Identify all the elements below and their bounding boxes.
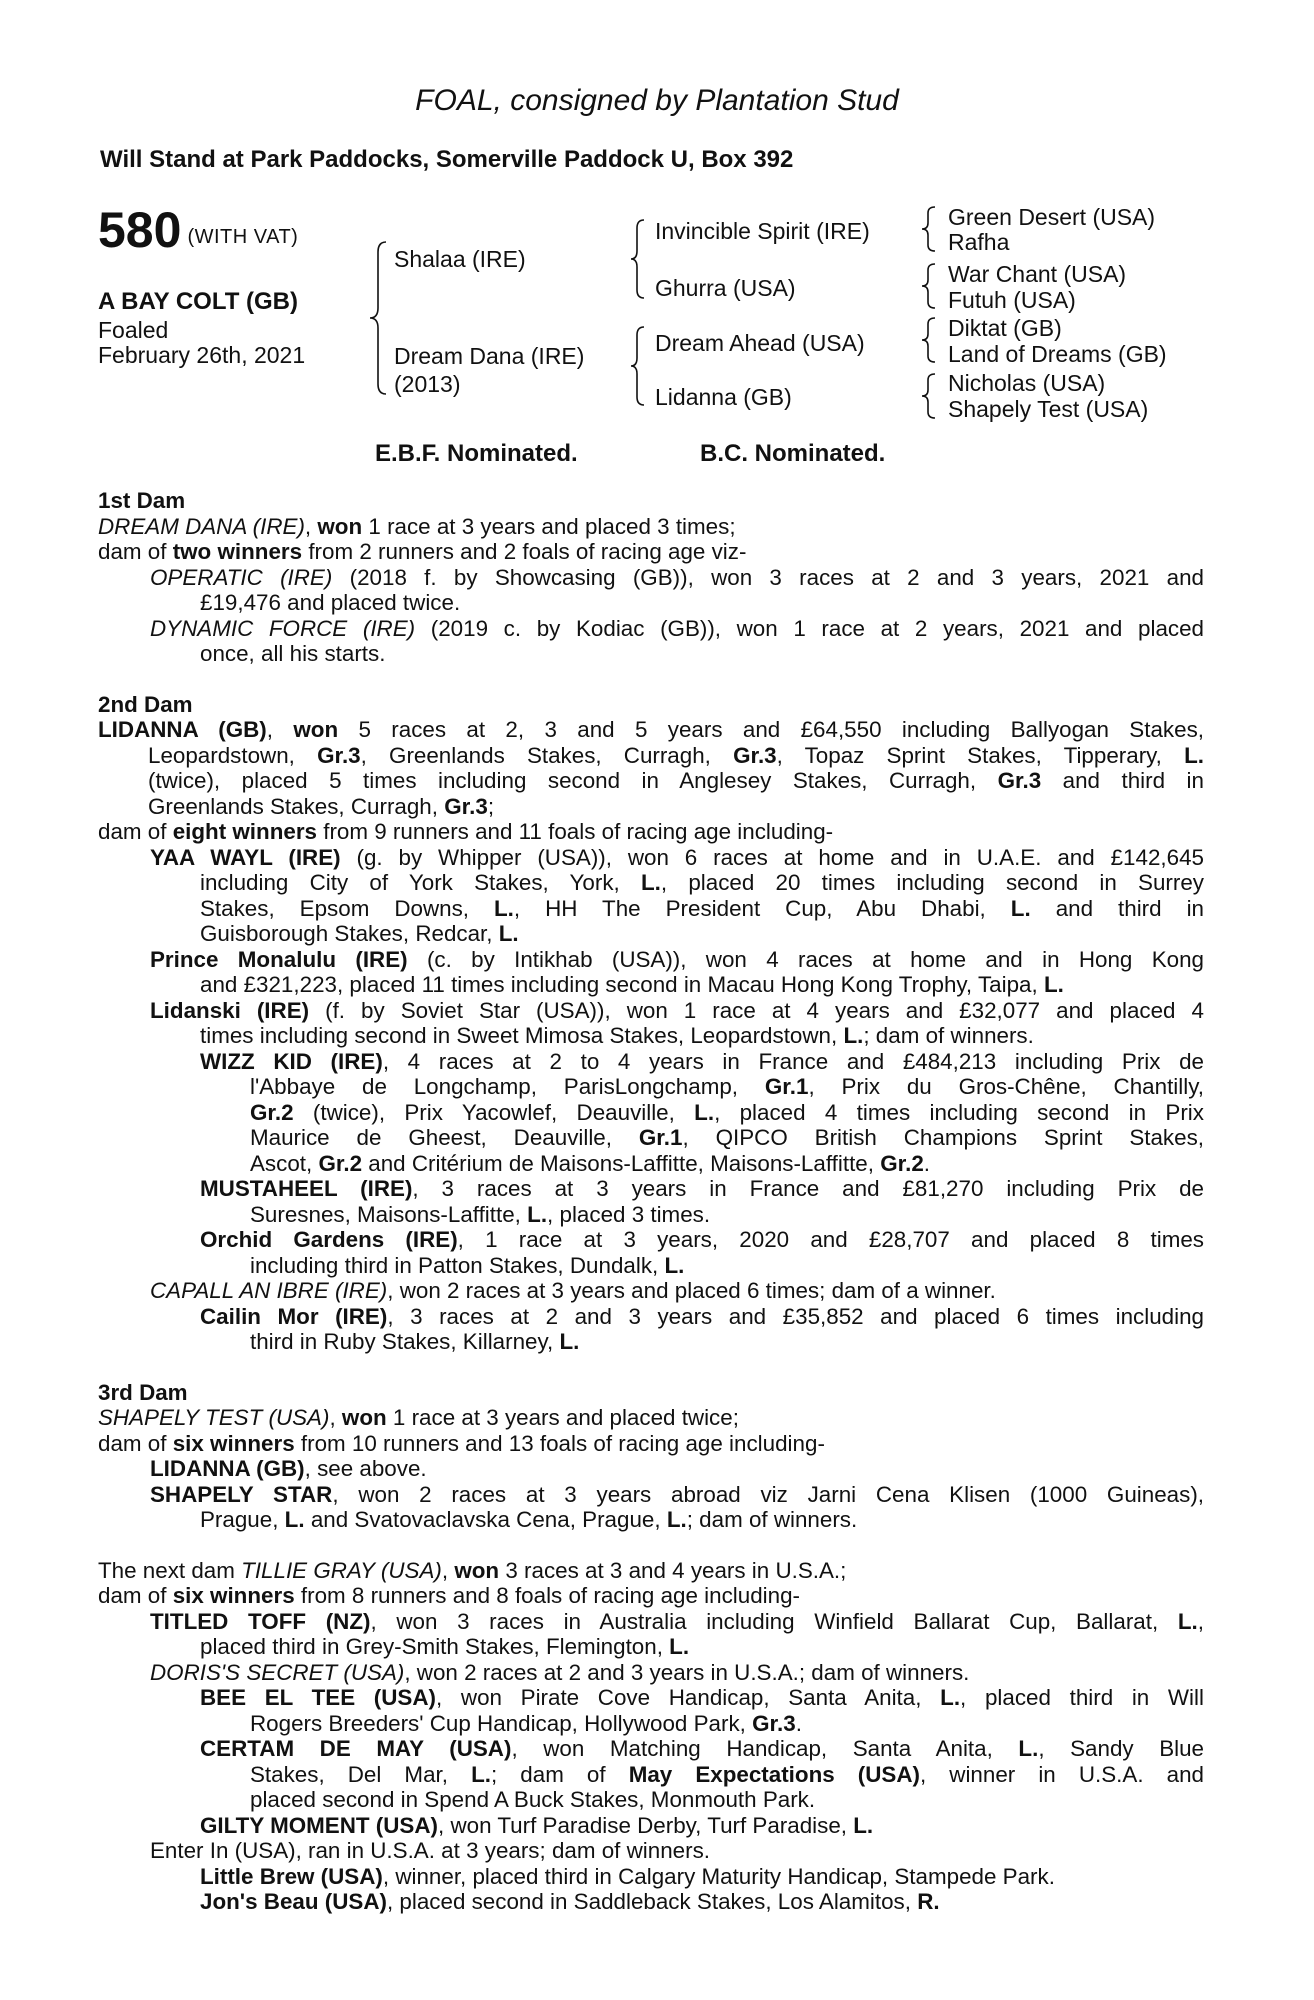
pedigree-dsd: Land of Dreams (GB) [948, 341, 1167, 367]
produce-yaa-wayl: YAA WAYL (IRE) (g. by Whipper (USA)), won 6 races at home and in U.A.E. and £142,645 including City of York Stakes, York, L., placed 20 times including second in Surrey Stakes, Epsom Downs, L., HH The President Cup, Abu Dhabi, L. and third in Guisborough Stakes, Redcar, L. [150, 844, 1204, 946]
second-dam-record: LIDANNA (GB), won 5 races at 2, 3 and 5 years and £64,550 including Ballyogan Stakes, Leopardstown, Gr.3, Greenlands Stakes, Curragh, Gr.3, Topaz Sprint Stakes, Tipperary, L. (twice), placed 5 times including second in Anglesey Stakes, Curragh, Gr.3 and third in Greenlands Stakes, Curragh, Gr.3; [98, 717, 1204, 819]
produce-operatic: OPERATIC (IRE) (2018 f. by Showcasing (GB)), won 3 races at 2 and 3 years, 2021 and £19,476 and placed twice. [150, 564, 1204, 615]
produce-certam-de-may: CERTAM DE MAY (USA), won Matching Handicap, Santa Anita, L., Sandy Blue Stakes, Del Mar, L.; dam of May Expectations (USA), winner in U.S.A. and placed second in Spend A Buck Stakes, Monmouth Park. [200, 1736, 1205, 1812]
lot-number: 580 (WITH VAT) [98, 202, 299, 258]
ebf-nominated: E.B.F. Nominated. [375, 440, 578, 467]
produce-enter-in: Enter In (USA), ran in U.S.A. at 3 years; dam of winners. [150, 1838, 710, 1863]
pedigree-brace-sire [628, 218, 648, 300]
third-dam-heading: 3rd Dam [98, 1379, 188, 1405]
consignor-line: FOAL, consigned by Plantation Stud [415, 84, 899, 117]
produce-lidanna: LIDANNA (GB), see above. [150, 1456, 427, 1481]
produce-capall-an-ibre: CAPALL AN IBRE (IRE), won 2 races at 3 years and placed 6 times; dam of a winner. [150, 1278, 996, 1303]
pedigree-sire-sire: Invincible Spirit (IRE) [655, 218, 870, 244]
produce-prince-monalulu: Prince Monalulu (IRE) (c. by Intikhab (USA)), won 4 races at home and in Hong Kong and £321,223, placed 11 times including second in Macau Hong Kong Trophy, Taipa, L. [150, 946, 1204, 997]
pedigree-dam-year: (2013) [394, 371, 461, 397]
pedigree-brace-ds [920, 316, 938, 364]
pedigree-sss: Green Desert (USA) [948, 204, 1156, 230]
produce-wizz-kid: WIZZ KID (IRE), 4 races at 2 to 4 years in France and £484,213 including Prix de l'Abbaye de Longchamp, ParisLongchamp, Gr.1, Prix du Gros-Chêne, Chantilly, Gr.2 (twice), Prix Yacowlef, Deauville, L., placed 4 times including second in Prix Maurice de Gheest, Deauville, Gr.1, QIPCO British Champions Sprint Stakes, Ascot, Gr.2 and Critérium de Maisons-Laffitte, Maisons-Laffitte, Gr.2. [200, 1048, 1205, 1176]
produce-orchid-gardens: Orchid Gardens (IRE), 1 race at 3 years, 2020 and £28,707 and placed 8 times including third in Patton Stakes, Dundalk, L. [200, 1227, 1204, 1278]
pedigree-dss: Diktat (GB) [948, 315, 1062, 341]
produce-mustaheel: MUSTAHEEL (IRE), 3 races at 3 years in France and £81,270 including Prix de Suresnes, Maisons-Laffitte, L., placed 3 times. [200, 1176, 1204, 1227]
pedigree-brace-sd [920, 262, 938, 310]
pedigree-brace-dd [920, 372, 938, 420]
pedigree-dam-dam: Lidanna (GB) [655, 384, 792, 410]
second-dam-heading: 2nd Dam [98, 691, 193, 717]
pedigree-dds: Nicholas (USA) [948, 370, 1106, 396]
stand-location: Will Stand at Park Paddocks, Somerville Paddock U, Box 392 [100, 146, 794, 173]
pedigree-ddd: Shapely Test (USA) [948, 396, 1149, 422]
produce-gilty-moment: GILTY MOMENT (USA), won Turf Paradise Derby, Turf Paradise, L. [200, 1812, 874, 1838]
pedigree-sdd: Futuh (USA) [948, 287, 1076, 313]
first-dam-produce: dam of two winners from 2 runners and 2 foals of racing age viz- [98, 539, 747, 564]
first-dam-line: DREAM DANA (IRE), won 1 race at 3 years and placed 3 times; [98, 513, 736, 539]
foaled-label: Foaled [98, 317, 169, 343]
catalogue-body [98, 488, 1204, 1915]
pedigree-brace-dam [628, 325, 648, 407]
bc-nominated: B.C. Nominated. [700, 440, 886, 467]
produce-dynamic-force: DYNAMIC FORCE (IRE) (2019 c. by Kodiac (GB)), won 1 race at 2 years, 2021 and placed once, all his starts. [150, 615, 1204, 666]
pedigree-sire: Shalaa (IRE) [394, 246, 526, 272]
produce-little-brew: Little Brew (USA), winner, placed third in Calgary Maturity Handicap, Stampede Park. [200, 1863, 1055, 1889]
first-dam-heading: 1st Dam [98, 488, 186, 513]
produce-jons-beau: Jon's Beau (USA), placed second in Saddleback Stakes, Los Alamitos, R. [200, 1889, 940, 1914]
produce-doris-secret: DORIS'S SECRET (USA), won 2 races at 2 and 3 years in U.S.A.; dam of winners. [150, 1659, 970, 1685]
produce-cailin-mor: Cailin Mor (IRE), 3 races at 2 and 3 years and £35,852 and placed 6 times including third in Ruby Stakes, Killarney, L. [200, 1303, 1204, 1354]
second-dam-produce: dam of eight winners from 9 runners and 11 foals of racing age including- [98, 819, 834, 844]
pedigree-brace-ss [920, 205, 938, 253]
pedigree-dam-sire: Dream Ahead (USA) [655, 330, 865, 356]
next-dam-produce: dam of six winners from 8 runners and 8 foals of racing age including- [98, 1583, 800, 1608]
produce-lidanski: Lidanski (IRE) (f. by Soviet Star (USA)), won 1 race at 4 years and £32,077 and placed 4 times including second in Sweet Mimosa Stakes, Leopardstown, L.; dam of winners. [150, 997, 1204, 1048]
foaled-date: February 26th, 2021 [98, 342, 306, 368]
third-dam-line: SHAPELY TEST (USA), won 1 race at 3 years and placed twice; [98, 1405, 739, 1430]
next-dam-line: The next dam TILLIE GRAY (USA), won 3 races at 3 and 4 years in U.S.A.; [98, 1557, 847, 1583]
produce-bee-el-tee: BEE EL TEE (USA), won Pirate Cove Handicap, Santa Anita, L., placed third in Will Rogers Breeders' Cup Handicap, Hollywood Park, Gr.3. [200, 1685, 1204, 1736]
produce-shapely-star: SHAPELY STAR, won 2 races at 3 years abroad viz Jarni Cena Klisen (1000 Guineas), Prague, L. and Svatovaclavska Cena, Prague, L.; dam of winners. [150, 1481, 1204, 1532]
third-dam-produce: dam of six winners from 10 runners and 13 foals of racing age including- [98, 1430, 825, 1456]
pedigree-sire-dam: Ghurra (USA) [655, 275, 796, 301]
pedigree-sds: War Chant (USA) [948, 261, 1127, 287]
pedigree-brace-main [366, 240, 390, 396]
vat-note: (WITH VAT) [187, 226, 299, 248]
pedigree-dam: Dream Dana (IRE) [394, 343, 585, 369]
horse-name: A BAY COLT (GB) [98, 288, 299, 315]
produce-titled-toff: TITLED TOFF (NZ), won 3 races in Australia including Winfield Ballarat Cup, Ballarat, L., placed third in Grey-Smith Stakes, Flemington, L. [150, 1608, 1204, 1659]
pedigree-ssd: Rafha [948, 229, 1010, 255]
